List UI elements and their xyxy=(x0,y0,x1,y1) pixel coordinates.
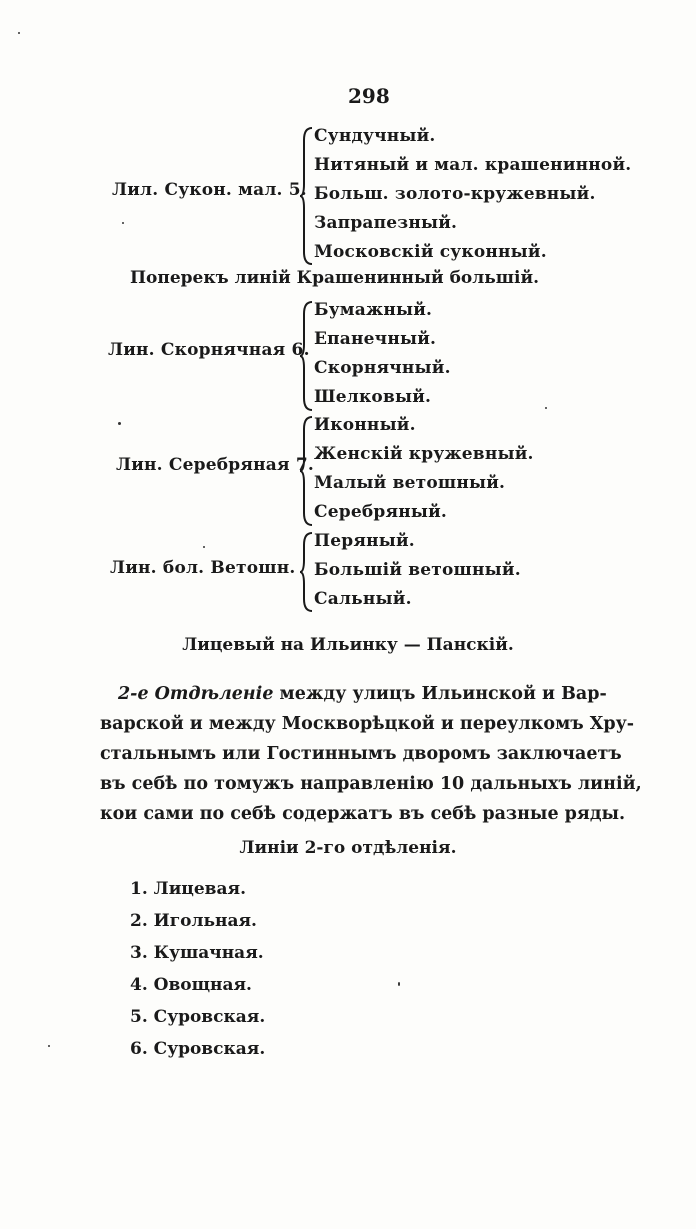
group-label: Лин. Скорнячная 6. xyxy=(108,340,310,360)
brace-icon xyxy=(300,126,314,266)
list-item: Больш. золото-кружевный. xyxy=(314,184,596,204)
paragraph-line: варской и между Москворѣцкой и переулкомъ Хру- xyxy=(100,714,635,734)
print-speck xyxy=(18,32,20,34)
paragraph-text: между улицъ Ильинской и Вар- xyxy=(279,684,607,704)
list-item: Шелковый. xyxy=(314,387,432,407)
group-items xyxy=(314,296,451,412)
list-item: Сальный. xyxy=(314,589,412,609)
group-items xyxy=(314,122,631,267)
brace-icon xyxy=(300,415,314,527)
list-item: 1. Лицевая. xyxy=(130,879,246,899)
group-label: Лин. Серебряная 7. xyxy=(116,455,315,475)
print-speck xyxy=(203,546,205,548)
list-item: Большій ветошный. xyxy=(314,560,521,580)
lines-heading: Линіи 2-го отдѣленія. xyxy=(239,838,457,858)
list-item: Малый ветошный. xyxy=(314,473,506,493)
list-item: Иконный. xyxy=(314,415,416,435)
paragraph-line: въ себѣ по томужъ направленію 10 дальныхъ линій, xyxy=(100,774,642,794)
group-items xyxy=(314,411,534,527)
print-speck xyxy=(545,407,547,409)
paragraph-line: кои сами по себѣ содержатъ въ себѣ разные ряды. xyxy=(100,804,626,824)
section-lead: 2-е Отдѣленіе xyxy=(118,684,274,704)
section-paragraph xyxy=(100,679,640,829)
print-speck xyxy=(122,222,124,224)
list-item: Сундучный. xyxy=(314,126,436,146)
list-item: Скорнячный. xyxy=(314,358,451,378)
print-speck xyxy=(48,1045,50,1047)
list-item: 2. Игольная. xyxy=(130,911,257,931)
group-label: Лил. Сукон. мал. 5. xyxy=(112,180,307,200)
list-item: 6. Суровская. xyxy=(130,1039,266,1059)
numbered-list xyxy=(130,873,265,1065)
paragraph-line: стальнымъ или Гостиннымъ дворомъ заключаетъ xyxy=(100,744,622,764)
list-item: 5. Суровская. xyxy=(130,1007,266,1027)
list-item: Нитяный и мал. крашенинной. xyxy=(314,155,632,175)
facade-line: Лицевый на Ильинку — Панскій. xyxy=(182,635,514,655)
list-item: Московскій суконный. xyxy=(314,242,547,262)
print-speck xyxy=(398,982,400,986)
list-item: 3. Кушачная. xyxy=(130,943,264,963)
print-speck xyxy=(118,422,121,425)
brace-icon xyxy=(300,300,314,412)
list-item: Бумажный. xyxy=(314,300,433,320)
list-item: Запрапезный. xyxy=(314,213,458,233)
list-item: Перяный. xyxy=(314,531,415,551)
list-item: 4. Овощная. xyxy=(130,975,252,995)
list-item: Женскій кружевный. xyxy=(314,444,534,464)
page-number: 298 xyxy=(348,84,390,108)
across-line: Поперекъ линій Крашенинный большій. xyxy=(130,268,540,288)
paragraph-line xyxy=(100,679,640,709)
brace-icon xyxy=(300,531,314,613)
list-item: Серебряный. xyxy=(314,502,448,522)
group-label: Лин. бол. Ветошн. xyxy=(110,558,296,578)
group-items xyxy=(314,527,521,614)
list-item: Епанечный. xyxy=(314,329,437,349)
